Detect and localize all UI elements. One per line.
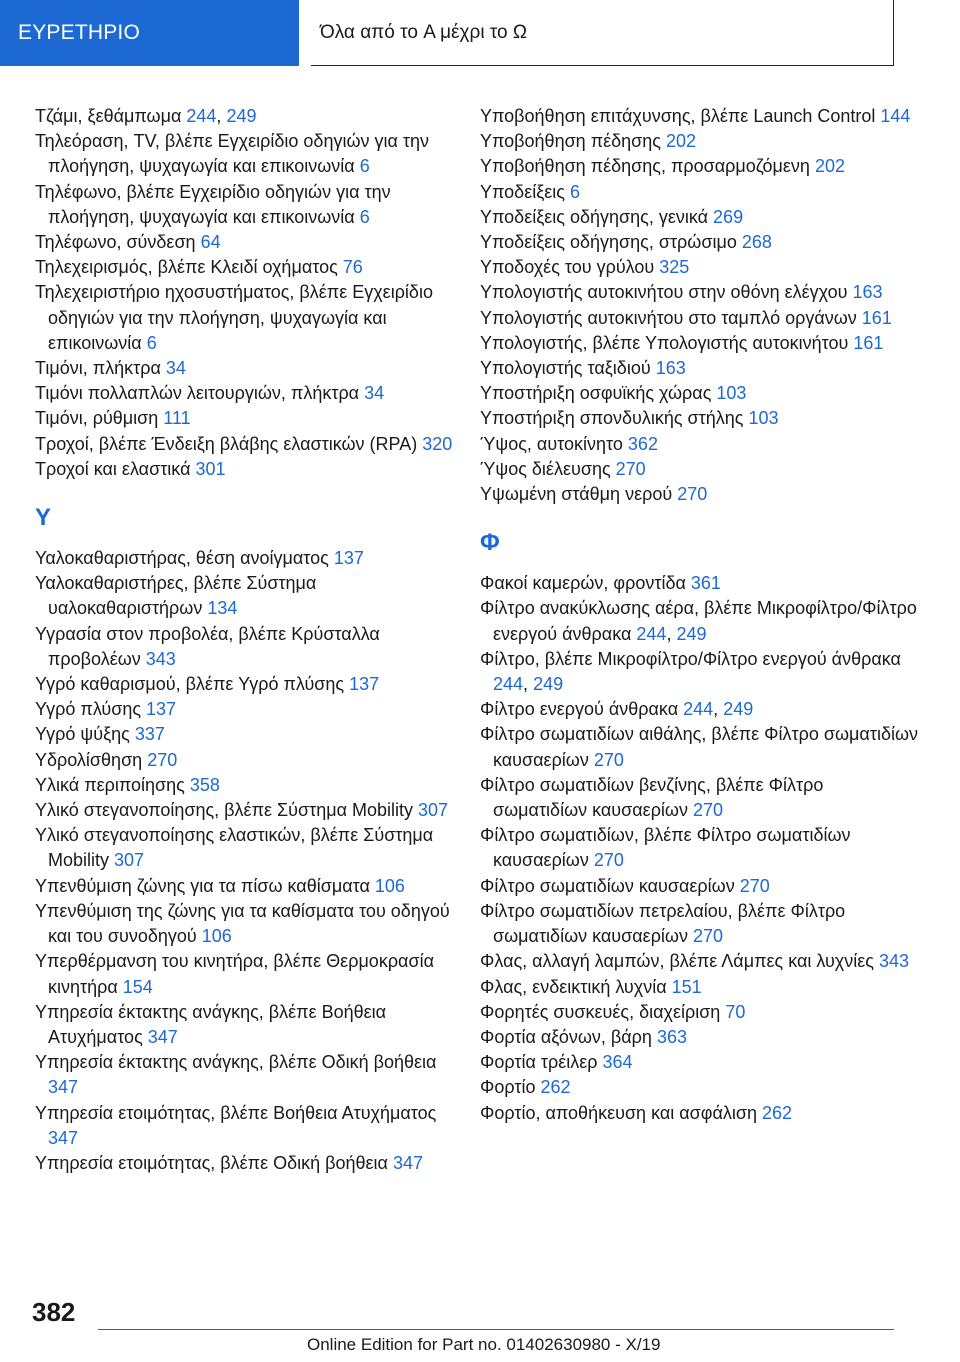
index-entry-term: Υλικό στεγανοποίησης ελαστικών, βλέπε Σύστημα Mobility <box>35 825 434 871</box>
page-link[interactable]: 361 <box>690 573 721 594</box>
index-entry <box>480 874 920 899</box>
index-entry-term: Υποδείξεις οδήγησης, στρώσιμο <box>480 232 742 253</box>
index-entry <box>35 129 455 179</box>
page-link[interactable]: 202 <box>665 131 697 152</box>
page-link[interactable]: 347 <box>147 1026 178 1047</box>
index-entry <box>35 1050 455 1100</box>
page-link[interactable]: 6 <box>146 332 157 353</box>
index-entry <box>480 773 920 823</box>
index-entry-term: Φορτίο, αποθήκευση και ασφάλιση <box>480 1102 762 1123</box>
index-entry <box>480 457 920 482</box>
page-link[interactable]: 343 <box>878 951 909 972</box>
index-entry <box>35 180 455 230</box>
index-entry-term: Υποδείξεις <box>480 181 570 202</box>
page-link[interactable]: 363 <box>656 1026 687 1047</box>
page-link[interactable]: 249 <box>723 699 754 720</box>
page-link[interactable]: 270 <box>693 800 724 821</box>
index-entry <box>480 406 920 431</box>
index-entry-term: Υπολογιστής, βλέπε Υπολογιστής αυτοκινήτου <box>480 332 854 353</box>
page-link[interactable]: 154 <box>122 976 153 997</box>
index-entry-term: Φορτία αξόνων, βάρη <box>480 1026 657 1047</box>
index-entry <box>480 280 920 305</box>
index-entry: Φίλτρο, βλέπε Μικροφίλτρο/Φίλτρο ενεργού άνθρακα 244, 249 <box>480 648 901 695</box>
index-entry <box>35 1151 455 1176</box>
index-entry <box>480 975 920 1000</box>
index-entry <box>35 381 455 406</box>
index-entry <box>35 823 455 873</box>
page-link[interactable]: 6 <box>359 206 370 227</box>
page-header <box>0 0 960 66</box>
index-entry <box>480 154 920 179</box>
page-link[interactable]: 249 <box>226 106 257 126</box>
page-link[interactable]: 249 <box>533 674 564 695</box>
index-entry-term: Υπολογιστής αυτοκινήτου στο ταμπλό οργάνων <box>480 307 862 328</box>
index-entry-term: Φλας, ενδεικτική λυχνία <box>480 976 672 997</box>
index-entry <box>480 432 920 457</box>
index-entry <box>480 205 920 230</box>
index-entry <box>480 306 920 331</box>
page-link[interactable]: 137 <box>146 699 177 720</box>
page-link[interactable]: 270 <box>677 484 708 505</box>
page-link[interactable]: 301 <box>195 458 226 479</box>
page-link[interactable]: 270 <box>147 749 178 770</box>
index-entry-term: Υαλοκαθαριστήρες, βλέπε Σύστημα υαλοκαθαριστήρων <box>35 573 317 619</box>
index-entry-term: Υποδείξεις οδήγησης, γενικά <box>480 206 714 227</box>
index-entry-term: Φίλτρο σωματιδίων καυσαερίων <box>480 875 740 896</box>
index-entry <box>35 672 455 697</box>
index-entry <box>35 457 455 482</box>
index-entry <box>35 697 455 722</box>
index-entry <box>480 331 920 356</box>
index-entry <box>480 1101 920 1126</box>
index-entry <box>35 230 455 255</box>
page-link[interactable]: 163 <box>852 282 883 303</box>
index-entry <box>35 949 455 999</box>
index-entry-term: Υψωμένη στάθμη νερού <box>480 484 678 505</box>
page-link[interactable]: 270 <box>593 850 624 871</box>
index-entry <box>480 1000 920 1025</box>
index-entry-term: Τιμόνι, πλήκτρα <box>35 358 166 379</box>
page-link[interactable]: 137 <box>333 548 364 569</box>
index-entry-term: Υπηρεσία έκτακτης ανάγκης, βλέπε Βοήθεια Ατυχήματος <box>35 1001 387 1047</box>
index-entry-term: Υγρό καθαρισμού, βλέπε Υγρό πλύσης <box>35 674 350 695</box>
index-entry-term: Φίλτρο, βλέπε Μικροφίλτρο/Φίλτρο ενεργού άνθρακα <box>480 648 901 669</box>
page-link[interactable]: 358 <box>189 774 220 795</box>
index-entry: Φίλτρο ανακύκλωσης αέρα, βλέπε Μικροφίλτρο/Φίλτρο ενεργού άνθρακα 244, 249 <box>480 598 917 644</box>
index-entry-term: Υγρό ψύξης <box>35 724 135 745</box>
page-link[interactable]: 6 <box>569 181 580 202</box>
page-link[interactable]: 343 <box>145 648 176 669</box>
page-link[interactable]: 307 <box>418 800 449 821</box>
footer-divider <box>98 1329 894 1330</box>
page-link[interactable]: 106 <box>374 875 405 896</box>
index-entry-term: Τροχοί και ελαστικά <box>35 458 196 479</box>
page-link[interactable]: 144 <box>880 106 911 126</box>
page-link[interactable]: 325 <box>659 257 690 278</box>
index-entry-term: Φίλτρο σωματιδίων πετρελαίου, βλέπε Φίλτρο σωματιδίων καυσαερίων <box>480 900 846 947</box>
index-entry-term: Υπηρεσία ετοιμότητας, βλέπε Οδική βοήθεια <box>35 1152 393 1173</box>
index-entry <box>35 773 455 798</box>
page-link[interactable]: 244 <box>636 623 667 644</box>
index-entry-term: Υποστήριξη οσφυϊκής χώρας <box>480 383 717 404</box>
page-link[interactable]: 362 <box>627 433 658 454</box>
index-entry-term: Υπολογιστής ταξιδιού <box>480 358 656 379</box>
index-entry-term: Φακοί καμερών, φροντίδα <box>480 573 691 594</box>
index-entry <box>480 823 920 873</box>
index-entry <box>480 104 920 129</box>
index-column-left <box>35 104 455 1176</box>
index-entry-term: Τηλεχειρισμός, βλέπε Κλειδί οχήματος <box>35 257 343 278</box>
page-link[interactable]: 161 <box>861 307 892 328</box>
page-link[interactable]: 111 <box>163 408 191 429</box>
index-entry-term: Τηλέφωνο, σύνδεση <box>35 232 201 253</box>
index-entry-term: Τζάμι, ξεθάμπωμα <box>35 106 187 126</box>
index-entry <box>35 798 455 823</box>
index-entry <box>35 874 455 899</box>
index-column-right <box>480 104 920 1126</box>
index-entry <box>480 482 920 507</box>
page-link[interactable]: 320 <box>422 433 453 454</box>
index-entry <box>480 949 920 974</box>
index-entry-term: Υδρολίσθηση <box>35 749 148 770</box>
page-link[interactable]: 161 <box>853 332 884 353</box>
index-entry-term: Υπενθύμιση ζώνης για τα πίσω καθίσματα <box>35 875 375 896</box>
index-entry <box>480 356 920 381</box>
page-link[interactable]: 347 <box>392 1152 424 1173</box>
index-entry-term: Τιμόνι πολλαπλών λειτουργιών, πλήκτρα <box>35 383 365 404</box>
page-link[interactable]: 268 <box>741 232 772 253</box>
page-link[interactable]: 34 <box>364 383 385 404</box>
index-entry <box>35 1000 455 1050</box>
index-entry <box>35 432 455 457</box>
index-entry <box>480 722 920 772</box>
page-link[interactable]: 244 <box>186 106 217 126</box>
index-entry-term: Υπηρεσία έκτακτης ανάγκης, βλέπε Οδική βοήθεια <box>35 1052 437 1073</box>
page-link[interactable]: 364 <box>602 1052 633 1073</box>
page-link[interactable]: 137 <box>349 674 380 695</box>
page-link[interactable]: 262 <box>761 1102 793 1123</box>
index-entry: Φίλτρο ενεργού άνθρακα 244, 249 <box>480 699 754 720</box>
index-letter-heading: Y <box>35 504 52 532</box>
page-link[interactable]: 76 <box>342 257 363 278</box>
page-number: 382 <box>32 1297 76 1327</box>
page-link[interactable]: 151 <box>671 976 702 997</box>
page-link[interactable]: 307 <box>114 850 145 871</box>
edition-footer: Online Edition for Part no. 01402630980 - X/19 <box>307 1335 661 1354</box>
page-link[interactable]: 163 <box>655 358 686 379</box>
index-entry-term: Φορητές συσκευές, διαχείριση <box>480 1001 726 1022</box>
index-entry-term: Τηλέφωνο, βλέπε Εγχειρίδιο οδηγιών για την πλοήγηση, ψυχαγωγία και επικοινωνία <box>35 181 391 227</box>
page-link[interactable]: 244 <box>493 674 524 695</box>
index-entry-term: Φίλτρο σωματιδίων αιθάλης, βλέπε Φίλτρο σωματιδίων καυσαερίων <box>480 724 919 770</box>
page-link[interactable]: 64 <box>200 232 221 253</box>
index-entry <box>480 1075 920 1100</box>
index-entry <box>35 356 455 381</box>
index-entry-term: Υποβοήθηση πέδησης <box>480 131 666 152</box>
index-entry-term: Φίλτρο ενεργού άνθρακα <box>480 699 684 720</box>
index-entry-term: Ύψος διέλευσης <box>480 458 616 479</box>
index-entry <box>35 722 455 747</box>
page-link[interactable]: 106 <box>201 926 232 947</box>
index-entry <box>480 381 920 406</box>
index-entry <box>35 622 455 672</box>
index-entry <box>480 899 920 949</box>
index-entry-term: Υπενθύμιση της ζώνης για τα καθίσματα του οδηγού και του συνοδηγού <box>35 900 450 947</box>
index-entry-term: Φορτίο <box>480 1077 541 1098</box>
index-entry-term: Τηλεχειριστήριο ηχοσυστήματος, βλέπε Εγχειρίδιο οδηγιών για την πλοήγηση, ψυχαγωγία και επικοινωνία <box>35 282 433 353</box>
index-entry-term: Φλας, αλλαγή λαμπών, βλέπε Λάμπες και λυχνίες <box>480 951 879 972</box>
index-entry-term: Υποβοήθηση πέδησης, προσαρμοζόμενη <box>480 156 815 177</box>
page-link[interactable]: 270 <box>693 926 724 947</box>
index-entry-term: Υπηρεσία ετοιμότητας, βλέπε Βοήθεια Ατυχήματος <box>35 1102 437 1123</box>
index-entry-term: Φίλτρο ανακύκλωσης αέρα, βλέπε Μικροφίλτρο/Φίλτρο ενεργού άνθρακα <box>480 598 917 644</box>
page-link[interactable]: 270 <box>739 875 770 896</box>
index-entry <box>35 748 455 773</box>
index-entry-term: Υποστήριξη σπονδυλικής στήλης <box>480 408 749 429</box>
index-entry-term: Τροχοί, βλέπε Ένδειξη βλάβης ελαστικών (RPA) <box>35 433 423 454</box>
index-entry <box>480 1025 920 1050</box>
index-entry: Τζάμι, ξεθάμπωμα 244, 249 <box>35 106 257 126</box>
page-link[interactable]: 6 <box>359 156 370 177</box>
page-link[interactable]: 269 <box>713 206 744 227</box>
index-entry-term: Υλικά περιποίησης <box>35 774 190 795</box>
page-link[interactable]: 103 <box>716 383 747 404</box>
index-entry-term: Υπολογιστής αυτοκινήτου στην οθόνη ελέγχου <box>480 282 853 303</box>
page-link[interactable]: 134 <box>207 598 238 619</box>
index-entry <box>480 571 920 596</box>
index-entry <box>35 571 455 621</box>
index-entry <box>35 406 455 431</box>
index-entry <box>480 255 920 280</box>
index-entry-term: Τιμόνι, ρύθμιση <box>35 408 164 429</box>
page-link[interactable]: 262 <box>540 1077 571 1098</box>
index-entry-term: Υαλοκαθαριστήρας, θέση ανοίγματος <box>35 548 334 569</box>
page-link[interactable]: 103 <box>748 408 779 429</box>
index-entry-term: Υγρασία στον προβολέα, βλέπε Κρύσταλλα προβολέων <box>35 623 380 669</box>
page-link[interactable]: 202 <box>814 156 845 177</box>
page-link[interactable]: 244 <box>683 699 714 720</box>
index-entry-term: Υποδοχές του γρύλου <box>480 257 660 278</box>
index-entry-term: Υλικό στεγανοποίησης, βλέπε Σύστημα Mobility <box>35 800 419 821</box>
page-link[interactable]: 270 <box>593 749 624 770</box>
page-link[interactable]: 337 <box>134 724 165 745</box>
index-entry-term: Φορτία τρέιλερ <box>480 1052 603 1073</box>
index-entry <box>480 129 920 154</box>
index-entry-term: Υγρό πλύσης <box>35 699 147 720</box>
index-entry-term: Φίλτρο σωματιδίων, βλέπε Φίλτρο σωματιδίων καυσαερίων <box>480 825 851 871</box>
index-entry <box>35 1101 455 1151</box>
page-link[interactable]: 34 <box>165 358 186 379</box>
index-tab[interactable]: ΕΥΡΕΤΗΡΙΟ <box>0 0 299 66</box>
index-entry <box>480 180 920 205</box>
index-entry <box>480 230 920 255</box>
index-entry <box>480 1050 920 1075</box>
page-link[interactable]: 347 <box>48 1127 79 1148</box>
index-entry-term: Τηλεόραση, TV, βλέπε Εγχειρίδιο οδηγιών για την πλοήγηση, ψυχαγωγία και επικοινωνία <box>35 131 430 177</box>
page-link[interactable]: 270 <box>615 458 646 479</box>
index-entry-term: Υποβοήθηση επιτάχυνσης, βλέπε Launch Control <box>480 106 881 126</box>
index-letter-heading: Φ <box>480 529 500 557</box>
index-entry <box>35 280 455 356</box>
index-entry-term: Ύψος, αυτοκίνητο <box>480 433 628 454</box>
index-entry <box>35 899 455 949</box>
page-link[interactable]: 347 <box>48 1077 79 1098</box>
page-link[interactable]: 249 <box>676 623 707 644</box>
section-title: Όλα από το A μέχρι το Ω <box>311 0 894 66</box>
index-entry-term: Φίλτρο σωματιδίων βενζίνης, βλέπε Φίλτρο σωματιδίων καυσαερίων <box>480 774 824 821</box>
page-link[interactable]: 70 <box>725 1001 746 1022</box>
index-entry <box>35 255 455 280</box>
index-entry-term: Υπερθέρμανση του κινητήρα, βλέπε Θερμοκρασία κινητήρα <box>35 951 434 997</box>
index-entry <box>35 546 455 571</box>
